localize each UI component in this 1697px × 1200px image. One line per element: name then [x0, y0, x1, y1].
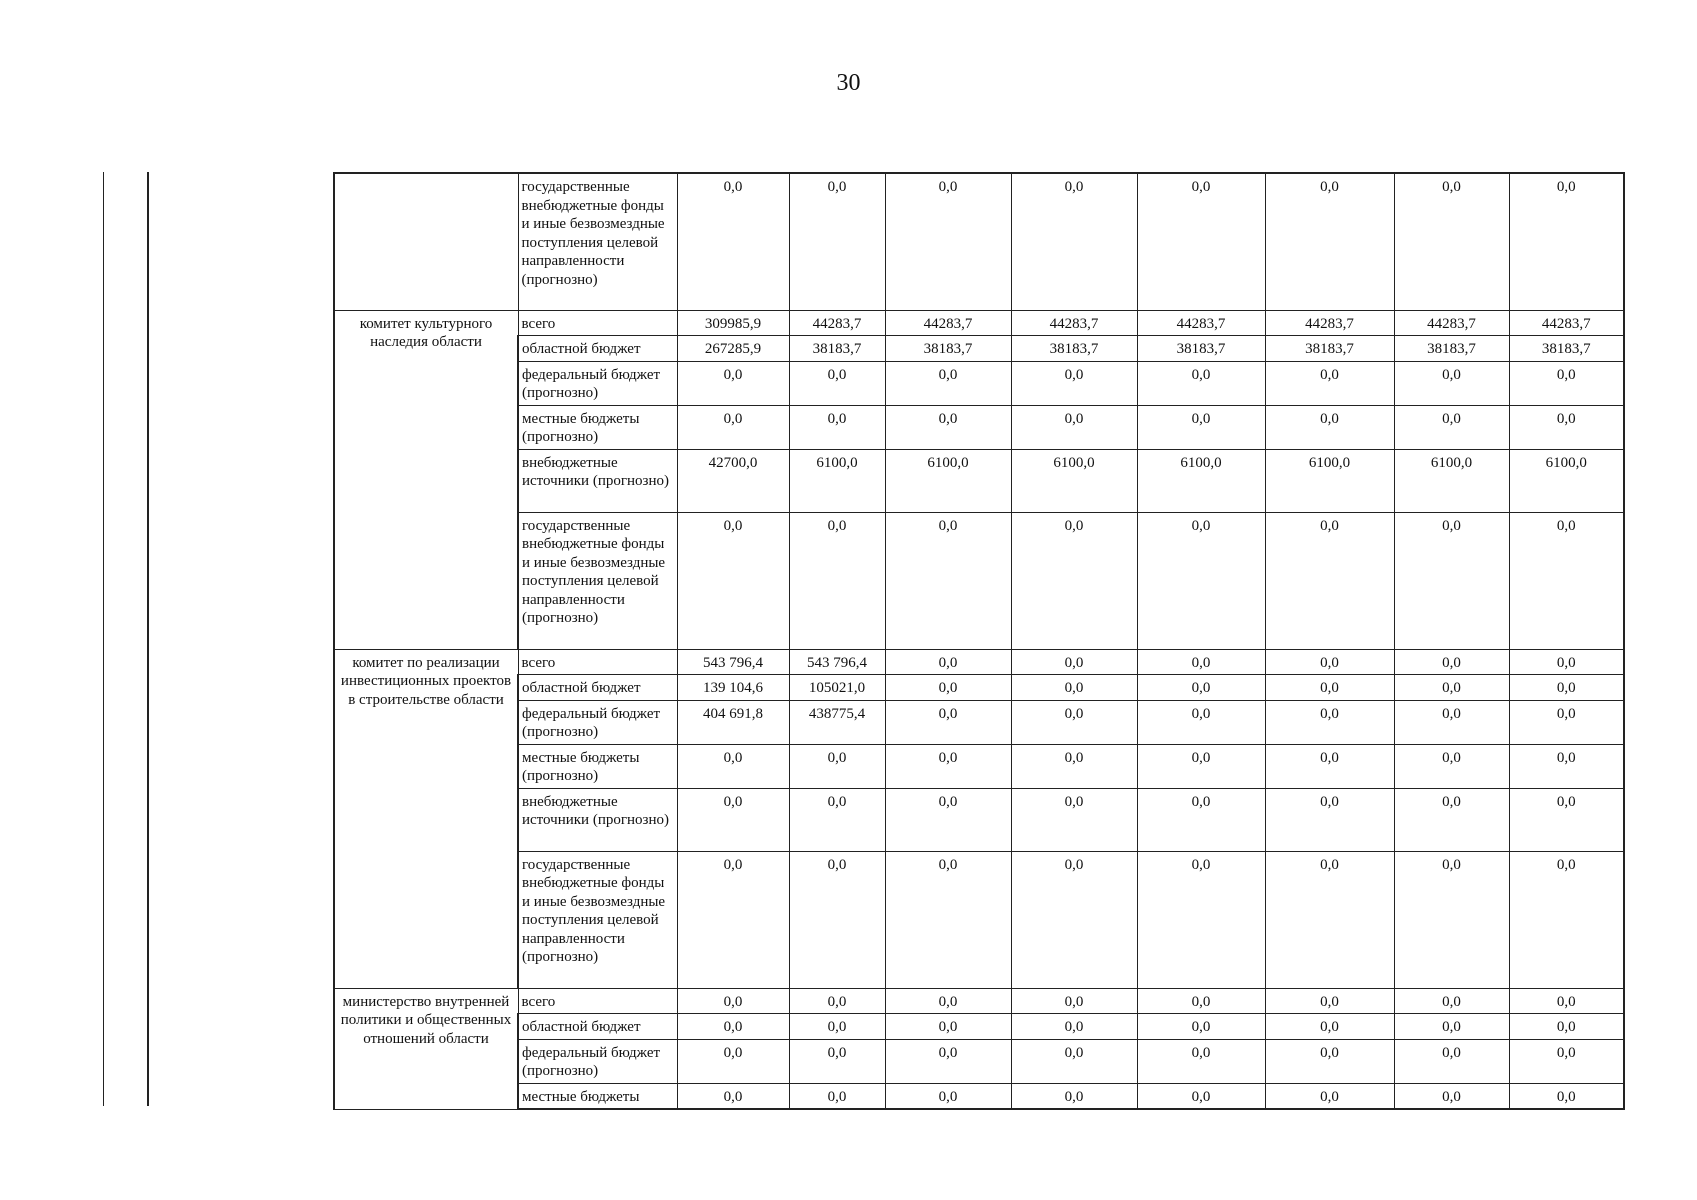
amount-cell: 0,0 — [1137, 675, 1265, 701]
table-row — [334, 788, 1624, 851]
table-row — [334, 649, 1624, 675]
amount-cell: 0,0 — [1137, 361, 1265, 405]
amount-cell: 105021,0 — [789, 675, 885, 701]
amount-cell: 0,0 — [1394, 405, 1509, 449]
amount-cell: 0,0 — [1011, 1039, 1137, 1083]
funding-source-cell: местные бюджеты (прогнозно) — [518, 405, 677, 449]
amount-cell: 44283,7 — [1265, 310, 1394, 336]
amount-cell: 438775,4 — [789, 700, 885, 744]
amount-cell: 0,0 — [885, 1039, 1011, 1083]
amount-cell: 0,0 — [1509, 649, 1624, 675]
funding-source-cell: всего — [518, 988, 677, 1014]
amount-cell: 0,0 — [1011, 173, 1137, 310]
funding-source-cell: местные бюджеты — [518, 1083, 677, 1109]
amount-cell: 0,0 — [1137, 512, 1265, 649]
funding-source-cell: государственные внебюджетные фонды и иные безвозмездные поступления целевой направленности (прогнозно) — [518, 512, 677, 649]
amount-cell: 0,0 — [1394, 361, 1509, 405]
amount-cell: 44283,7 — [1137, 310, 1265, 336]
funding-source-cell: всего — [518, 649, 677, 675]
amount-cell: 0,0 — [1137, 173, 1265, 310]
amount-cell: 44283,7 — [1011, 310, 1137, 336]
amount-cell: 6100,0 — [1137, 449, 1265, 512]
amount-cell: 0,0 — [677, 512, 789, 649]
amount-cell: 0,0 — [1265, 700, 1394, 744]
amount-cell: 0,0 — [1137, 700, 1265, 744]
table-row — [334, 173, 1624, 310]
amount-cell: 309985,9 — [677, 310, 789, 336]
amount-cell: 0,0 — [1137, 1014, 1265, 1040]
funding-source-cell: областной бюджет — [518, 336, 677, 362]
amount-cell: 44283,7 — [789, 310, 885, 336]
amount-cell: 0,0 — [1265, 1014, 1394, 1040]
table-row — [334, 1083, 1624, 1109]
amount-cell: 0,0 — [1394, 988, 1509, 1014]
amount-cell: 0,0 — [677, 988, 789, 1014]
amount-cell: 42700,0 — [677, 449, 789, 512]
amount-cell: 0,0 — [1509, 675, 1624, 701]
amount-cell: 0,0 — [1265, 1083, 1394, 1109]
amount-cell: 38183,7 — [1137, 336, 1265, 362]
amount-cell: 0,0 — [1011, 405, 1137, 449]
amount-cell: 0,0 — [1265, 405, 1394, 449]
table-row — [334, 449, 1624, 512]
amount-cell: 0,0 — [789, 1039, 885, 1083]
table-row — [334, 988, 1624, 1014]
amount-cell: 0,0 — [1509, 988, 1624, 1014]
amount-cell: 0,0 — [1509, 405, 1624, 449]
amount-cell: 44283,7 — [1509, 310, 1624, 336]
funding-source-cell: областной бюджет — [518, 675, 677, 701]
amount-cell: 0,0 — [1394, 649, 1509, 675]
amount-cell: 0,0 — [1011, 788, 1137, 851]
amount-cell: 0,0 — [1394, 744, 1509, 788]
table-row — [334, 512, 1624, 649]
funding-source-cell: федеральный бюджет (прогнозно) — [518, 700, 677, 744]
amount-cell: 0,0 — [789, 744, 885, 788]
amount-cell: 0,0 — [1509, 788, 1624, 851]
funding-source-cell: местные бюджеты (прогнозно) — [518, 744, 677, 788]
amount-cell: 0,0 — [1394, 512, 1509, 649]
amount-cell: 0,0 — [885, 851, 1011, 988]
amount-cell: 0,0 — [1394, 675, 1509, 701]
amount-cell: 38183,7 — [789, 336, 885, 362]
amount-cell: 0,0 — [1394, 788, 1509, 851]
amount-cell: 44283,7 — [1394, 310, 1509, 336]
amount-cell: 0,0 — [1509, 512, 1624, 649]
table-row — [334, 336, 1624, 362]
amount-cell: 6100,0 — [1011, 449, 1137, 512]
amount-cell: 0,0 — [1137, 851, 1265, 988]
amount-cell: 0,0 — [1509, 851, 1624, 988]
amount-cell: 0,0 — [1011, 744, 1137, 788]
amount-cell: 0,0 — [789, 851, 885, 988]
amount-cell: 0,0 — [1509, 1039, 1624, 1083]
amount-cell: 0,0 — [885, 405, 1011, 449]
amount-cell: 0,0 — [1509, 1083, 1624, 1109]
amount-cell: 0,0 — [1011, 675, 1137, 701]
amount-cell: 0,0 — [1509, 744, 1624, 788]
amount-cell: 0,0 — [1137, 405, 1265, 449]
table-row — [334, 1014, 1624, 1040]
amount-cell: 0,0 — [789, 788, 885, 851]
amount-cell: 44283,7 — [885, 310, 1011, 336]
margin-rule-right — [147, 172, 149, 1106]
amount-cell: 0,0 — [789, 405, 885, 449]
amount-cell: 6100,0 — [1509, 449, 1624, 512]
amount-cell: 0,0 — [885, 1014, 1011, 1040]
amount-cell: 0,0 — [885, 788, 1011, 851]
amount-cell: 6100,0 — [1394, 449, 1509, 512]
table-row — [334, 851, 1624, 988]
amount-cell: 38183,7 — [1394, 336, 1509, 362]
amount-cell: 404 691,8 — [677, 700, 789, 744]
amount-cell: 0,0 — [677, 361, 789, 405]
amount-cell: 0,0 — [789, 988, 885, 1014]
amount-cell: 0,0 — [1137, 744, 1265, 788]
table-row — [334, 700, 1624, 744]
funding-source-cell: внебюджетные источники (прогнозно) — [518, 449, 677, 512]
funding-source-cell: федеральный бюджет (прогнозно) — [518, 361, 677, 405]
amount-cell: 0,0 — [885, 361, 1011, 405]
amount-cell: 0,0 — [885, 988, 1011, 1014]
amount-cell: 0,0 — [1265, 744, 1394, 788]
amount-cell: 0,0 — [1265, 675, 1394, 701]
amount-cell: 0,0 — [1011, 512, 1137, 649]
amount-cell: 0,0 — [1265, 851, 1394, 988]
amount-cell: 0,0 — [1265, 788, 1394, 851]
amount-cell: 0,0 — [789, 512, 885, 649]
amount-cell: 0,0 — [885, 512, 1011, 649]
amount-cell: 0,0 — [885, 744, 1011, 788]
amount-cell: 0,0 — [1137, 788, 1265, 851]
amount-cell: 0,0 — [677, 1014, 789, 1040]
amount-cell: 0,0 — [1509, 1014, 1624, 1040]
amount-cell: 543 796,4 — [789, 649, 885, 675]
amount-cell: 0,0 — [1137, 988, 1265, 1014]
amount-cell: 0,0 — [677, 788, 789, 851]
funding-source-cell: всего — [518, 310, 677, 336]
amount-cell: 139 104,6 — [677, 675, 789, 701]
amount-cell: 0,0 — [1011, 700, 1137, 744]
amount-cell: 0,0 — [677, 173, 789, 310]
funding-source-cell: областной бюджет — [518, 1014, 677, 1040]
table-row — [334, 675, 1624, 701]
amount-cell: 0,0 — [885, 675, 1011, 701]
amount-cell: 0,0 — [1265, 649, 1394, 675]
amount-cell: 0,0 — [1137, 649, 1265, 675]
amount-cell: 0,0 — [1011, 988, 1137, 1014]
amount-cell: 0,0 — [885, 173, 1011, 310]
amount-cell: 0,0 — [1011, 1083, 1137, 1109]
amount-cell: 0,0 — [1394, 700, 1509, 744]
amount-cell: 0,0 — [1011, 851, 1137, 988]
amount-cell: 0,0 — [1394, 1014, 1509, 1040]
amount-cell: 267285,9 — [677, 336, 789, 362]
amount-cell: 0,0 — [1509, 361, 1624, 405]
amount-cell: 543 796,4 — [677, 649, 789, 675]
amount-cell: 38183,7 — [1509, 336, 1624, 362]
amount-cell: 0,0 — [1394, 173, 1509, 310]
amount-cell: 0,0 — [1509, 700, 1624, 744]
amount-cell: 0,0 — [885, 700, 1011, 744]
amount-cell: 0,0 — [789, 1014, 885, 1040]
table-row — [334, 310, 1624, 336]
amount-cell: 0,0 — [1509, 173, 1624, 310]
organization-cell: министерство внутренней политики и общественных отношений области — [334, 988, 518, 1109]
amount-cell: 0,0 — [677, 405, 789, 449]
amount-cell: 0,0 — [1394, 851, 1509, 988]
budget-table — [333, 172, 1625, 1110]
amount-cell: 0,0 — [1394, 1083, 1509, 1109]
amount-cell: 0,0 — [1265, 512, 1394, 649]
amount-cell: 0,0 — [1011, 361, 1137, 405]
amount-cell: 0,0 — [789, 1083, 885, 1109]
organization-cell: комитет по реализации инвестиционных проектов в строительстве области — [334, 649, 518, 988]
table-row — [334, 1039, 1624, 1083]
amount-cell: 38183,7 — [1011, 336, 1137, 362]
amount-cell: 0,0 — [677, 744, 789, 788]
funding-source-cell: государственные внебюджетные фонды и иные безвозмездные поступления целевой направленности (прогнозно) — [518, 173, 677, 310]
amount-cell: 0,0 — [1011, 649, 1137, 675]
amount-cell: 0,0 — [677, 851, 789, 988]
amount-cell: 0,0 — [1265, 361, 1394, 405]
amount-cell: 38183,7 — [885, 336, 1011, 362]
amount-cell: 0,0 — [677, 1083, 789, 1109]
amount-cell: 0,0 — [1137, 1039, 1265, 1083]
table-row — [334, 361, 1624, 405]
table-row — [334, 744, 1624, 788]
amount-cell: 6100,0 — [1265, 449, 1394, 512]
table-row — [334, 405, 1624, 449]
page-number: 30 — [836, 70, 861, 96]
amount-cell: 0,0 — [885, 1083, 1011, 1109]
amount-cell: 6100,0 — [885, 449, 1011, 512]
amount-cell: 0,0 — [789, 173, 885, 310]
amount-cell: 0,0 — [677, 1039, 789, 1083]
funding-source-cell: федеральный бюджет (прогнозно) — [518, 1039, 677, 1083]
amount-cell: 0,0 — [1394, 1039, 1509, 1083]
margin-rule-left — [103, 172, 104, 1106]
amount-cell: 38183,7 — [1265, 336, 1394, 362]
organization-cell: комитет культурного наследия области — [334, 310, 518, 649]
amount-cell: 6100,0 — [789, 449, 885, 512]
amount-cell: 0,0 — [1137, 1083, 1265, 1109]
amount-cell: 0,0 — [1265, 1039, 1394, 1083]
organization-cell — [334, 173, 518, 310]
amount-cell: 0,0 — [1265, 988, 1394, 1014]
amount-cell: 0,0 — [1011, 1014, 1137, 1040]
funding-source-cell: внебюджетные источники (прогнозно) — [518, 788, 677, 851]
amount-cell: 0,0 — [885, 649, 1011, 675]
funding-source-cell: государственные внебюджетные фонды и иные безвозмездные поступления целевой направленности (прогнозно) — [518, 851, 677, 988]
amount-cell: 0,0 — [1265, 173, 1394, 310]
amount-cell: 0,0 — [789, 361, 885, 405]
